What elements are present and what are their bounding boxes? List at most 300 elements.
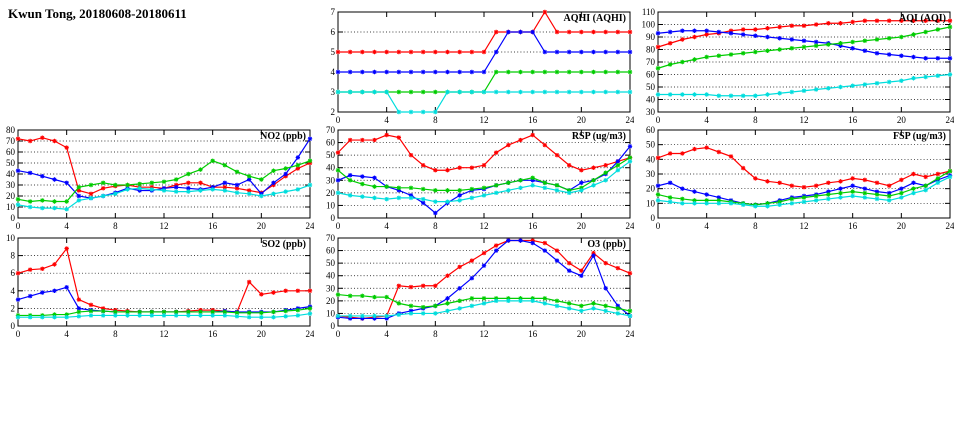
series-marker-d4 <box>360 90 364 94</box>
series-marker-d3 <box>899 35 903 39</box>
chart-panel-fsp <box>632 118 954 236</box>
series-marker-d4 <box>753 204 757 208</box>
series-marker-d2 <box>409 70 413 74</box>
series-marker-d1 <box>360 50 364 54</box>
y-tick-label: 30 <box>646 107 655 117</box>
series-marker-d2 <box>445 296 449 300</box>
series-marker-d4 <box>494 191 498 195</box>
series-marker-d3 <box>174 177 178 181</box>
series-marker-d4 <box>704 201 708 205</box>
x-tick-label: 4 <box>704 221 709 231</box>
series-marker-d3 <box>887 194 891 198</box>
y-tick-label: 30 <box>646 169 655 179</box>
x-tick-label: 12 <box>799 115 809 125</box>
x-tick-label: 24 <box>625 115 634 125</box>
series-marker-d3 <box>802 45 806 49</box>
series-marker-d4 <box>863 82 867 86</box>
series-marker-d2 <box>656 31 660 35</box>
series-marker-d3 <box>668 62 672 66</box>
series-marker-d2 <box>555 258 559 262</box>
series-marker-d3 <box>271 169 275 173</box>
series-marker-d3 <box>397 186 401 190</box>
chart-rsp <box>312 118 634 236</box>
series-marker-d1 <box>518 138 522 142</box>
series-marker-d4 <box>16 315 20 319</box>
series-marker-d1 <box>656 156 660 160</box>
series-marker-d3 <box>948 169 952 173</box>
series-marker-d2 <box>814 40 818 44</box>
x-tick-label: 20 <box>576 115 586 125</box>
plot-frame <box>338 12 630 112</box>
series-marker-d3 <box>445 188 449 192</box>
series-marker-d1 <box>567 163 571 167</box>
series-marker-d1 <box>445 50 449 54</box>
series-marker-d2 <box>433 70 437 74</box>
series-marker-d1 <box>283 289 287 293</box>
y-tick-label: 60 <box>6 147 15 157</box>
y-tick-label: 4 <box>330 67 335 77</box>
series-marker-d3 <box>433 188 437 192</box>
series-marker-d4 <box>668 92 672 96</box>
y-tick-label: 0 <box>10 213 15 223</box>
series-marker-d1 <box>470 258 474 262</box>
series-marker-d2 <box>579 181 583 185</box>
series-marker-d3 <box>457 299 461 303</box>
series-marker-d3 <box>433 90 437 94</box>
x-tick-label: 8 <box>113 329 118 339</box>
series-marker-d1 <box>186 181 190 185</box>
chart-panel-rsp <box>312 118 634 236</box>
series-marker-d2 <box>543 248 547 252</box>
series-marker-d4 <box>579 90 583 94</box>
x-tick-label: 16 <box>528 115 538 125</box>
series-marker-d3 <box>409 186 413 190</box>
series-marker-d3 <box>814 44 818 48</box>
series-marker-d1 <box>863 19 867 23</box>
series-marker-d3 <box>603 171 607 175</box>
series-marker-d2 <box>421 201 425 205</box>
series-marker-d4 <box>445 309 449 313</box>
series-marker-d1 <box>802 24 806 28</box>
series-marker-d1 <box>247 280 251 284</box>
series-marker-d1 <box>850 20 854 24</box>
plot-title: RSP (ug/m3) <box>571 131 626 142</box>
series-marker-d4 <box>603 90 607 94</box>
x-tick-label: 8 <box>753 221 758 231</box>
series-marker-d1 <box>445 274 449 278</box>
y-tick-label: 20 <box>646 183 655 194</box>
series-marker-d4 <box>40 206 44 210</box>
series-marker-d2 <box>616 159 620 163</box>
series-marker-d4 <box>296 313 300 317</box>
series-marker-d4 <box>765 92 769 96</box>
series-marker-d1 <box>271 290 275 294</box>
series-marker-d4 <box>616 168 620 172</box>
series-marker-d3 <box>259 311 263 315</box>
series-marker-d4 <box>186 189 190 193</box>
series-marker-d3 <box>348 178 352 182</box>
series-marker-d4 <box>555 304 559 308</box>
y-tick-label: 40 <box>326 162 335 173</box>
series-marker-d1 <box>372 138 376 142</box>
series-marker-d4 <box>445 90 449 94</box>
series-marker-d3 <box>360 182 364 186</box>
series-marker-d4 <box>887 80 891 84</box>
series-marker-d1 <box>692 35 696 39</box>
series-marker-d3 <box>765 49 769 53</box>
series-marker-d1 <box>64 246 68 250</box>
series-marker-d3 <box>210 159 214 163</box>
series-marker-d3 <box>555 299 559 303</box>
series-marker-d4 <box>567 191 571 195</box>
series-marker-d3 <box>421 187 425 191</box>
series-marker-d1 <box>555 30 559 34</box>
series-marker-d3 <box>360 294 364 298</box>
series-marker-d3 <box>518 178 522 182</box>
series-marker-d4 <box>247 192 251 196</box>
series-marker-d3 <box>101 181 105 185</box>
series-marker-d4 <box>567 306 571 310</box>
series-marker-d1 <box>470 166 474 170</box>
series-marker-d3 <box>656 66 660 70</box>
series-marker-d1 <box>765 179 769 183</box>
y-tick-label: 0 <box>330 213 335 223</box>
series-marker-d1 <box>555 248 559 252</box>
series-marker-d4 <box>579 188 583 192</box>
series-marker-d1 <box>101 186 105 190</box>
x-tick-label: 24 <box>305 329 314 339</box>
series-marker-d2 <box>753 34 757 38</box>
y-tick-label: 20 <box>6 191 15 201</box>
series-marker-d2 <box>802 39 806 43</box>
series-marker-d3 <box>741 51 745 55</box>
series-marker-d4 <box>259 315 263 319</box>
page-title: Kwun Tong, 20180608-20180611 <box>8 6 187 21</box>
series-marker-d3 <box>113 183 117 187</box>
plot-title: SO2 (ppb) <box>261 239 306 250</box>
series-marker-d2 <box>543 50 547 54</box>
series-marker-d4 <box>150 187 154 191</box>
x-tick-label: 12 <box>479 221 489 231</box>
series-line-d2 <box>18 287 310 312</box>
series-marker-d3 <box>336 292 340 296</box>
y-tick-label: 4 <box>10 285 15 296</box>
series-marker-d3 <box>259 177 263 181</box>
series-marker-d1 <box>863 178 867 182</box>
series-marker-d4 <box>283 314 287 318</box>
series-marker-d1 <box>948 19 952 23</box>
series-marker-d4 <box>616 311 620 315</box>
series-marker-d1 <box>409 153 413 157</box>
series-marker-d4 <box>717 94 721 98</box>
y-tick-label: 80 <box>6 125 15 135</box>
series-marker-d2 <box>530 241 534 245</box>
series-marker-d3 <box>899 191 903 195</box>
series-marker-d2 <box>506 238 510 242</box>
series-marker-d4 <box>717 201 721 205</box>
series-marker-d4 <box>494 299 498 303</box>
series-marker-d1 <box>336 50 340 54</box>
series-marker-d2 <box>482 70 486 74</box>
x-tick-label: 16 <box>848 115 858 125</box>
y-tick-label: 0 <box>650 213 655 223</box>
series-marker-d1 <box>923 175 927 179</box>
y-tick-label: 8 <box>10 250 15 261</box>
series-marker-d4 <box>518 90 522 94</box>
series-marker-d1 <box>494 150 498 154</box>
series-marker-d3 <box>850 189 854 193</box>
series-marker-d4 <box>336 314 340 318</box>
series-marker-d4 <box>603 178 607 182</box>
x-tick-label: 4 <box>384 115 389 125</box>
series-line-d3 <box>338 158 630 191</box>
series-marker-d3 <box>494 183 498 187</box>
series-marker-d3 <box>271 310 275 314</box>
series-marker-d4 <box>433 110 437 114</box>
x-tick-label: 20 <box>896 221 906 231</box>
series-marker-d1 <box>899 178 903 182</box>
y-tick-label: 50 <box>326 150 335 161</box>
series-marker-d2 <box>603 50 607 54</box>
series-marker-d3 <box>40 198 44 202</box>
series-marker-d3 <box>409 304 413 308</box>
series-marker-d1 <box>603 30 607 34</box>
series-marker-d4 <box>210 313 214 317</box>
series-marker-d4 <box>433 199 437 203</box>
series-marker-d1 <box>52 262 56 266</box>
series-marker-d3 <box>296 308 300 312</box>
series-marker-d1 <box>753 27 757 31</box>
series-marker-d1 <box>494 30 498 34</box>
series-line-d3 <box>338 72 630 92</box>
series-marker-d3 <box>936 176 940 180</box>
series-marker-d3 <box>283 309 287 313</box>
series-marker-d4 <box>692 201 696 205</box>
series-marker-d4 <box>741 94 745 98</box>
series-marker-d3 <box>875 37 879 41</box>
series-marker-d2 <box>296 155 300 159</box>
y-tick-label: 10 <box>6 202 15 212</box>
chart-panel-aqi <box>632 0 954 130</box>
x-tick-label: 20 <box>576 329 586 339</box>
series-marker-d2 <box>470 276 474 280</box>
series-marker-d1 <box>28 139 32 143</box>
x-tick-label: 8 <box>433 329 438 339</box>
x-tick-label: 0 <box>655 221 661 231</box>
series-marker-d4 <box>40 315 44 319</box>
y-tick-label: 10 <box>646 198 655 209</box>
series-marker-d2 <box>668 181 672 185</box>
series-marker-d4 <box>506 188 510 192</box>
series-marker-d3 <box>162 180 166 184</box>
series-marker-d2 <box>923 56 927 60</box>
series-marker-d3 <box>247 174 251 178</box>
series-marker-d1 <box>875 181 879 185</box>
series-marker-d4 <box>591 183 595 187</box>
series-marker-d4 <box>397 110 401 114</box>
series-marker-d1 <box>530 133 534 137</box>
x-tick-label: 0 <box>335 221 341 231</box>
series-marker-d4 <box>101 194 105 198</box>
series-marker-d1 <box>433 284 437 288</box>
series-marker-d1 <box>802 185 806 189</box>
series-marker-d1 <box>790 24 794 28</box>
series-marker-d4 <box>591 90 595 94</box>
series-marker-d2 <box>790 37 794 41</box>
series-marker-d4 <box>77 198 81 202</box>
series-marker-d2 <box>336 70 340 74</box>
x-tick-label: 4 <box>704 115 709 125</box>
series-marker-d2 <box>235 183 239 187</box>
y-tick-label: 50 <box>326 258 335 269</box>
series-marker-d4 <box>911 191 915 195</box>
series-marker-d3 <box>336 168 340 172</box>
series-marker-d3 <box>948 25 952 29</box>
series-marker-d2 <box>704 192 708 196</box>
x-tick-label: 16 <box>528 221 538 231</box>
series-marker-d4 <box>457 306 461 310</box>
x-tick-label: 24 <box>305 221 314 231</box>
series-marker-d4 <box>421 110 425 114</box>
series-marker-d1 <box>457 166 461 170</box>
series-marker-d1 <box>64 145 68 149</box>
series-marker-d3 <box>790 46 794 50</box>
series-marker-d3 <box>457 188 461 192</box>
series-marker-d4 <box>137 186 141 190</box>
series-marker-d3 <box>397 301 401 305</box>
series-marker-d1 <box>384 133 388 137</box>
series-marker-d1 <box>543 143 547 147</box>
chart-panel-no2 <box>0 118 314 236</box>
series-marker-d3 <box>470 296 474 300</box>
x-tick-label: 0 <box>15 329 21 339</box>
series-marker-d3 <box>433 304 437 308</box>
series-marker-d2 <box>494 248 498 252</box>
series-marker-d3 <box>198 167 202 171</box>
series-marker-d4 <box>948 175 952 179</box>
series-marker-d1 <box>826 21 830 25</box>
series-marker-d4 <box>360 194 364 198</box>
series-marker-d2 <box>765 35 769 39</box>
series-marker-d1 <box>348 138 352 142</box>
series-marker-d1 <box>777 181 781 185</box>
series-marker-d1 <box>741 166 745 170</box>
series-marker-d3 <box>936 27 940 31</box>
series-marker-d1 <box>445 168 449 172</box>
series-marker-d1 <box>777 25 781 29</box>
series-marker-d2 <box>360 174 364 178</box>
series-marker-d4 <box>923 75 927 79</box>
series-marker-d4 <box>506 299 510 303</box>
series-marker-d2 <box>52 289 56 293</box>
plot-frame <box>658 130 950 218</box>
series-marker-d2 <box>28 294 32 298</box>
series-marker-d4 <box>89 313 93 317</box>
series-marker-d1 <box>421 50 425 54</box>
series-marker-d1 <box>656 45 660 49</box>
series-marker-d2 <box>482 263 486 267</box>
y-tick-label: 10 <box>326 200 335 211</box>
series-marker-d2 <box>348 70 352 74</box>
series-marker-d4 <box>409 110 413 114</box>
series-marker-d3 <box>692 57 696 61</box>
series-marker-d4 <box>409 196 413 200</box>
series-marker-d4 <box>89 196 93 200</box>
x-tick-label: 8 <box>113 221 118 231</box>
y-tick-label: 10 <box>6 233 15 243</box>
x-tick-label: 24 <box>625 221 634 231</box>
series-marker-d4 <box>445 199 449 203</box>
x-tick-label: 16 <box>208 329 218 339</box>
series-marker-d2 <box>850 46 854 50</box>
series-marker-d4 <box>567 90 571 94</box>
series-marker-d4 <box>899 195 903 199</box>
series-marker-d1 <box>421 284 425 288</box>
series-marker-d4 <box>555 188 559 192</box>
series-marker-d4 <box>223 313 227 317</box>
series-marker-d2 <box>348 173 352 177</box>
series-marker-d4 <box>936 74 940 78</box>
series-marker-d4 <box>741 203 745 207</box>
series-marker-d4 <box>543 301 547 305</box>
series-marker-d4 <box>348 90 352 94</box>
x-tick-label: 4 <box>384 221 389 231</box>
y-tick-label: 0 <box>10 321 15 331</box>
series-marker-d4 <box>543 186 547 190</box>
y-tick-label: 70 <box>6 136 15 146</box>
series-marker-d4 <box>692 92 696 96</box>
plot-title: AQHI (AQHI) <box>563 13 626 24</box>
x-tick-label: 12 <box>159 221 169 231</box>
series-marker-d2 <box>729 31 733 35</box>
series-marker-d4 <box>579 309 583 313</box>
series-marker-d3 <box>838 191 842 195</box>
x-tick-label: 20 <box>256 329 266 339</box>
series-marker-d4 <box>680 201 684 205</box>
series-marker-d2 <box>360 70 364 74</box>
series-marker-d1 <box>826 181 830 185</box>
chart-aqi <box>632 0 954 130</box>
series-marker-d4 <box>457 90 461 94</box>
series-marker-d3 <box>555 183 559 187</box>
y-tick-label: 50 <box>646 139 655 150</box>
series-marker-d1 <box>409 50 413 54</box>
series-marker-d4 <box>826 86 830 90</box>
series-marker-d1 <box>16 271 20 275</box>
series-marker-d3 <box>591 301 595 305</box>
series-marker-d4 <box>113 192 117 196</box>
series-marker-d3 <box>150 181 154 185</box>
series-marker-d1 <box>838 21 842 25</box>
series-marker-d1 <box>936 172 940 176</box>
series-marker-d3 <box>875 192 879 196</box>
series-marker-d2 <box>397 70 401 74</box>
series-marker-d4 <box>113 313 117 317</box>
series-marker-d4 <box>28 205 32 209</box>
y-tick-label: 6 <box>330 27 335 37</box>
series-marker-d4 <box>530 90 534 94</box>
series-marker-d3 <box>567 70 571 74</box>
y-tick-label: 70 <box>326 233 335 243</box>
y-tick-label: 60 <box>646 69 655 80</box>
series-marker-d1 <box>457 50 461 54</box>
x-tick-label: 24 <box>945 115 954 125</box>
y-tick-label: 40 <box>6 169 15 179</box>
series-marker-d3 <box>223 163 227 167</box>
series-marker-d3 <box>923 184 927 188</box>
series-marker-d3 <box>421 305 425 309</box>
series-marker-d2 <box>372 176 376 180</box>
